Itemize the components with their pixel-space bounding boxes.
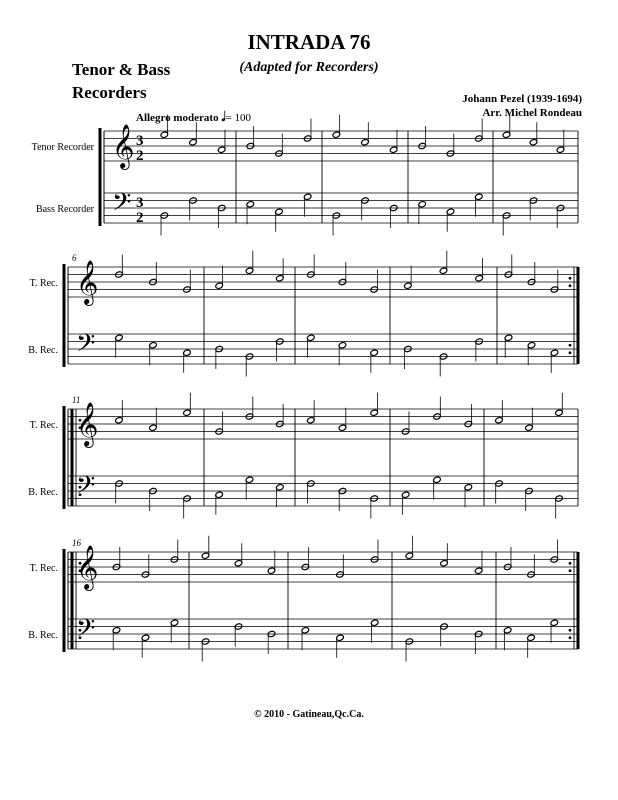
page-title: INTRADA 76 <box>247 30 371 54</box>
instrument-label-upper: T. Rec. <box>29 563 58 574</box>
subtitle: (Adapted for Recorders) <box>239 60 379 75</box>
repeat-dot <box>569 636 572 639</box>
tempo-text: Allegro moderato <box>136 112 219 124</box>
measure-number: 16 <box>72 538 81 548</box>
time-signature-top: 3 <box>136 133 144 149</box>
ensemble-line-2: Recorders <box>72 83 147 102</box>
system-3 <box>28 393 578 519</box>
instrument-label-lower: Bass Recorder <box>35 204 94 215</box>
system-4 <box>28 536 578 662</box>
time-signature-top: 3 <box>136 195 144 211</box>
repeat-dot <box>569 351 572 354</box>
time-signature-bottom: 2 <box>136 148 144 164</box>
treble-clef-icon: 𝄞 <box>76 402 99 446</box>
instrument-label-lower: B. Rec. <box>28 487 58 498</box>
time-signature-bottom: 2 <box>136 210 144 226</box>
composer-credit: Johann Pezel (1939-1694) <box>462 93 582 105</box>
instrument-label-upper: T. Rec. <box>29 278 58 289</box>
repeat-dot <box>569 562 572 565</box>
system-1 <box>32 115 578 236</box>
bass-clef-icon: 𝄢 <box>112 188 132 223</box>
instrument-label-lower: B. Rec. <box>28 630 58 641</box>
copyright: © 2010 - Gatineau,Qc.Ca. <box>254 709 364 720</box>
repeat-dot <box>569 629 572 632</box>
half-note-icon: 𝅗𝅥 <box>221 110 226 125</box>
repeat-dot <box>569 569 572 572</box>
repeat-dot <box>569 277 572 280</box>
ensemble-line-1: Tenor & Bass <box>72 60 171 79</box>
bass-clef-icon: 𝄢 <box>76 329 96 364</box>
repeat-dot <box>569 344 572 347</box>
arranger-credit: Arr. Michel Rondeau <box>482 107 582 119</box>
treble-clef-icon: 𝄞 <box>76 260 99 304</box>
repeat-dot <box>569 284 572 287</box>
measure-number: 6 <box>72 253 77 263</box>
treble-clef-icon: 𝄞 <box>112 124 135 168</box>
instrument-label-upper: T. Rec. <box>29 420 58 431</box>
instrument-label-upper: Tenor Recorder <box>31 142 94 153</box>
measure-number: 11 <box>72 395 81 405</box>
treble-clef-icon: 𝄞 <box>76 545 99 589</box>
system-2 <box>28 251 578 377</box>
bass-clef-icon: 𝄢 <box>76 614 96 649</box>
tempo-marking <box>136 110 251 125</box>
bass-clef-icon: 𝄢 <box>76 471 96 506</box>
tempo-value: = 100 <box>225 112 251 124</box>
instrument-label-lower: B. Rec. <box>28 345 58 356</box>
